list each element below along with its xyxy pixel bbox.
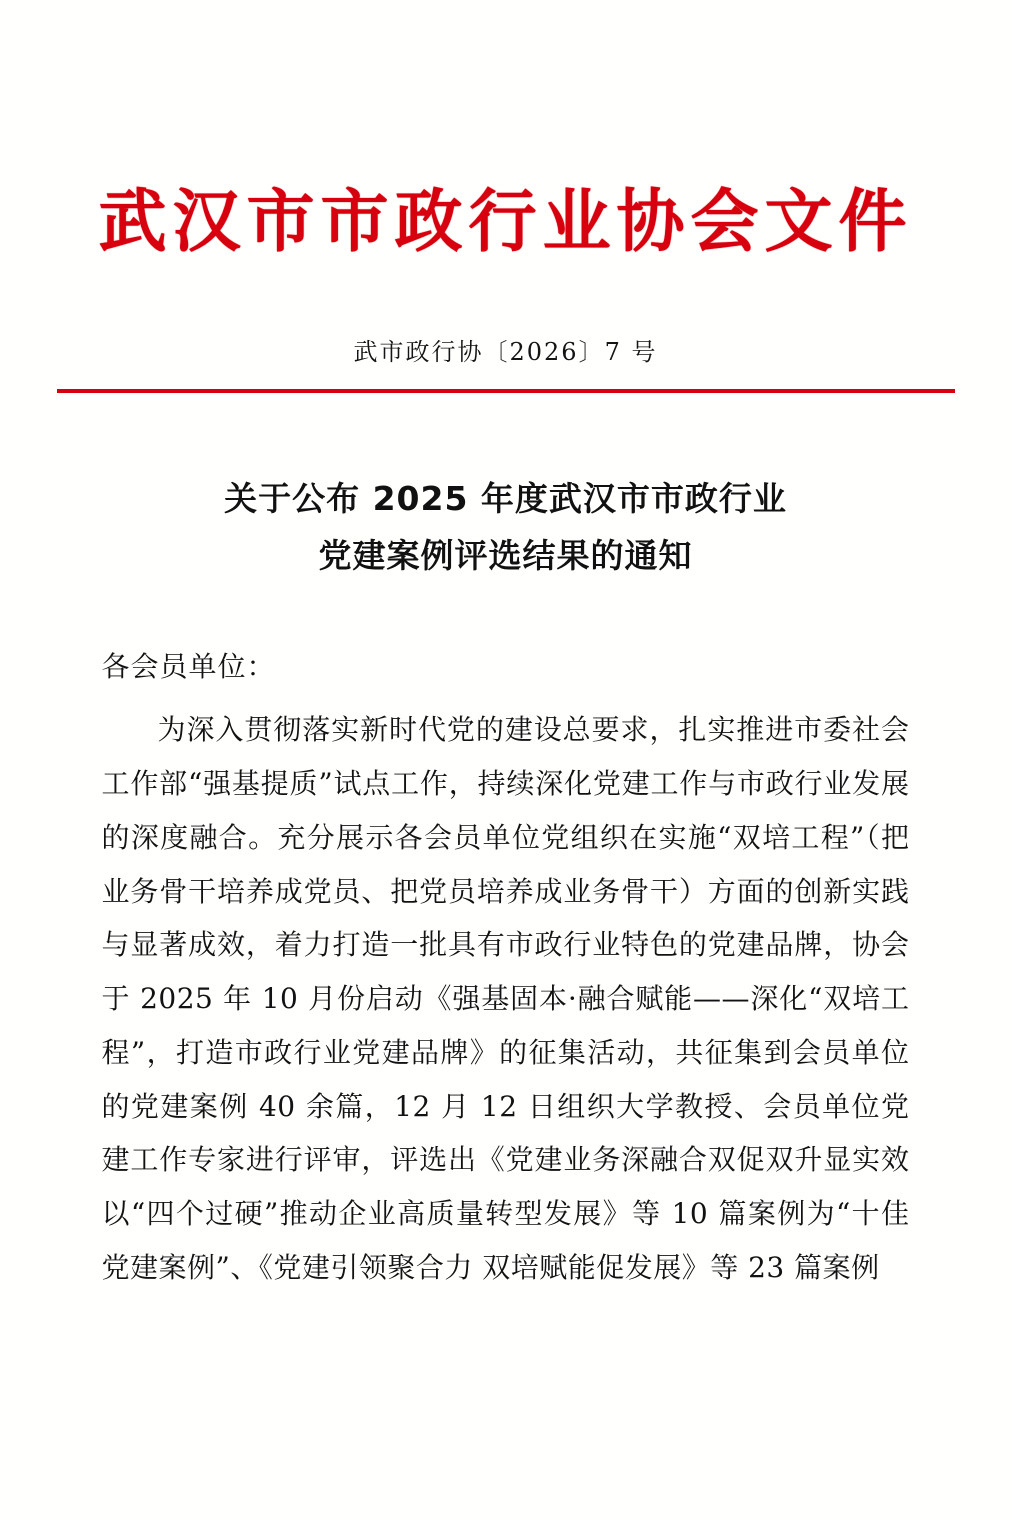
salutation: 各会员单位： (101, 650, 276, 684)
organization-title: 武汉市市政行业协会文件 (98, 182, 913, 262)
page-title-line-2: 党建案例评选结果的通知 (318, 535, 693, 575)
document-body (102, 640, 910, 1294)
red-divider-rule (57, 389, 955, 393)
document-number: 武市政行协〔2026〕7 号 (353, 337, 658, 366)
page-title (0, 471, 1011, 585)
page-title-line-1: 关于公布 2025 年度武汉市市政行业 (224, 478, 787, 518)
body-paragraph-1: 为深入贯彻落实新时代党的建设总要求，扎实推进市委社会工作部“强基提质”试点工作，持续深化党建工作与市政行业发展的深度融合。充分展示各会员单位党组织在实施“双培工程”（把业务骨干培养成党员、把党员培养成业务骨干）方面的创新实践与显著成效，着力打造一批具有市政行业特色的党建品牌，协会于 2025 年 10 月份启动《强基固本·融合赋能——深化“双培工程”，打造市政行业党建品牌》的征集活动，共征集到会员单位的党建案例 40 余篇，12 月 12 日组织大学教授、会员单位党建工作专家进行评审，评选出《党建业务深融合双促双升显实效 以“四个过硬”推动企业高质量转型发展》等 10 篇案例为“十佳党建案例”、《党建引领聚合力 双培赋能促发展》等 23 篇案例 (101, 713, 910, 1284)
document-header (0, 0, 1011, 260)
